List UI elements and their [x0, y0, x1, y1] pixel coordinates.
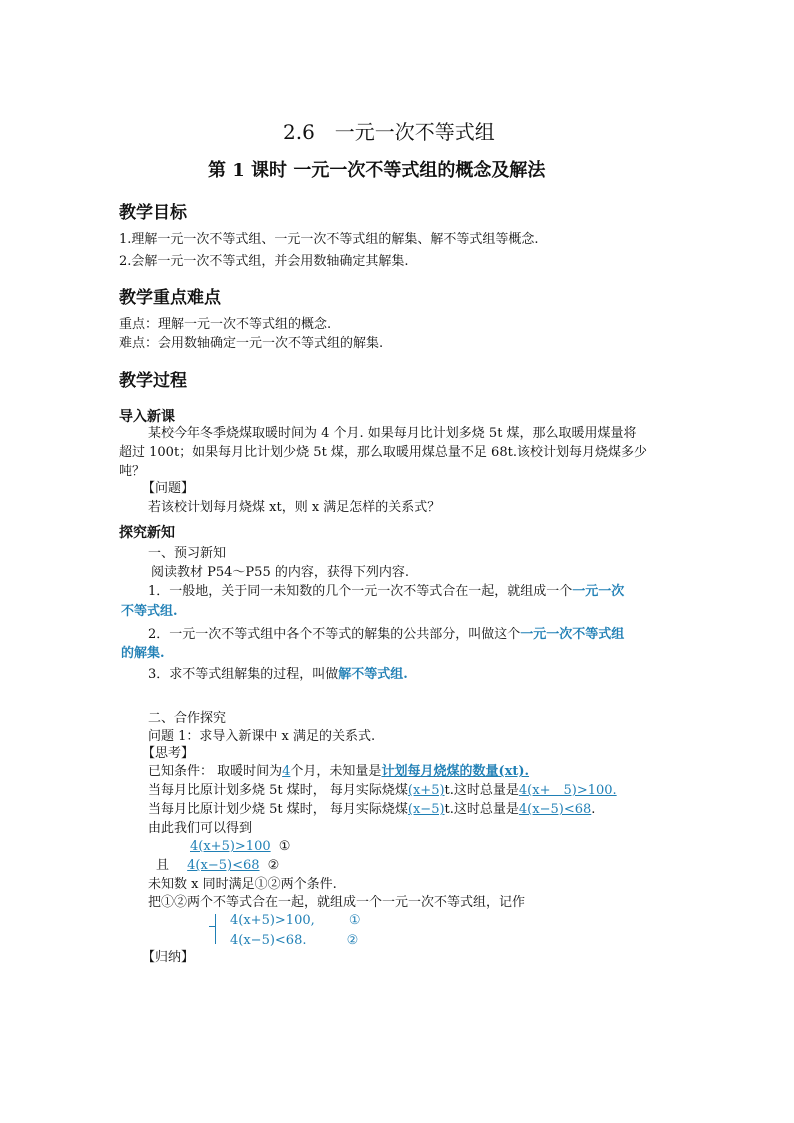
concept-2 — [148, 626, 624, 644]
system-brace — [215, 914, 224, 944]
known-conditions — [148, 763, 529, 781]
inequality-1-mark: ① — [278, 839, 291, 854]
concept-3-text: 3．求不等式组解集的过程，叫做 — [148, 667, 339, 682]
and-word: 且 — [156, 858, 170, 873]
inequality-2-expr: 4(x−5)<68 — [187, 858, 260, 873]
system-mark-2: ② — [346, 933, 359, 948]
part1-heading: 一、预习新知 — [148, 546, 227, 561]
more-text: 当每月比原计划多烧 5t 煤时， 每月实际烧煤 — [148, 783, 408, 798]
less-expr: (x−5) — [407, 802, 445, 817]
objective-item: 1.理解一元一次不等式组、一元一次不等式组的解集、解不等式组等概念. — [119, 232, 539, 247]
objective-item: 2.会解一元一次不等式组，并会用数轴确定其解集. — [119, 254, 409, 269]
intro-question: 若该校计划每月烧煤 xt，则 x 满足怎样的关系式？ — [148, 500, 441, 515]
lesson-subtitle: 第 1 课时 一元一次不等式组的概念及解法 — [208, 160, 546, 181]
intro-line: 吨？ — [119, 464, 146, 479]
intro-heading: 导入新课 — [119, 409, 175, 425]
less-coal-line — [148, 801, 595, 819]
part2-heading: 二、合作探究 — [148, 711, 227, 726]
more-expr: (x+5) — [407, 783, 445, 798]
lesson-title: 2.6 一元一次不等式组 — [283, 120, 495, 144]
inequality-1-expr: 4(x+5)>100 — [190, 839, 271, 854]
concept-3 — [148, 666, 408, 684]
objectives-heading: 教学目标 — [119, 203, 187, 223]
inequality-2 — [156, 857, 279, 875]
concept-1-answer-cont: 不等式组. — [121, 604, 178, 619]
inequality-2-mark: ② — [267, 858, 280, 873]
question-1: 问题 1：求导入新课中 x 满足的关系式. — [148, 729, 376, 744]
system-ineq-1: 4(x+5)>100, — [230, 913, 315, 928]
intro-line: 某校今年冬季烧煤取暖时间为 4 个月. 如果每月比计划多烧 5t 煤，那么取暖用煤量将 — [148, 426, 637, 441]
question-tag: 【问题】 — [142, 481, 195, 496]
inequality-1 — [190, 838, 290, 856]
concept-1-answer: 一元一次 — [572, 584, 625, 599]
known-months: 4 — [282, 764, 291, 779]
difficult-point: 难点：会用数轴确定一元一次不等式组的解集. — [119, 336, 384, 351]
less-period: . — [591, 802, 596, 817]
system-mark-1: ① — [348, 913, 361, 928]
known-text: 已知条件： 取暖时间为 — [148, 764, 283, 779]
intro-line: 超过 100t；如果每月比计划少烧 5t 煤，那么取暖用煤总量不足 68t.该校计划每月烧煤多少 — [119, 445, 647, 460]
explore-heading: 探究新知 — [119, 525, 175, 541]
concept-1 — [148, 583, 624, 601]
concept-1-text: 1．一般地，关于同一未知数的几个一元一次不等式合在一起，就组成一个 — [148, 584, 573, 599]
more-total: 4(x+ 5)>100. — [518, 783, 617, 798]
less-total: 4(x−5)<68 — [518, 802, 592, 817]
think-tag: 【思考】 — [142, 746, 195, 761]
system-ineq-2: 4(x−5)<68. — [230, 933, 307, 948]
read-instruction: 阅读教材 P54～P55 的内容，获得下列内容. — [151, 565, 409, 580]
concept-2-answer: 一元一次不等式组 — [520, 627, 625, 642]
more-coal-line — [148, 782, 617, 800]
unknown-quantity: 计划每月烧煤的数量(xt). — [381, 764, 530, 779]
system-line-1 — [230, 912, 361, 930]
more-text-2: t.这时总量是 — [444, 783, 519, 798]
keypoints-heading: 教学重点难点 — [119, 288, 221, 308]
summary-tag: 【归纳】 — [142, 950, 195, 965]
concept-2-answer-cont: 的解集. — [121, 646, 165, 661]
key-point: 重点：理解一元一次不等式组的概念. — [119, 317, 332, 332]
combine-line: 把①②两个不等式合在一起，就组成一个一元一次不等式组，记作 — [148, 895, 526, 910]
thus-line: 由此我们可以得到 — [148, 821, 253, 836]
both-conditions: 未知数 x 同时满足①②两个条件. — [148, 877, 337, 892]
system-line-2 — [230, 932, 358, 950]
concept-2-text: 2．一元一次不等式组中各个不等式的解集的公共部分，叫做这个 — [148, 627, 521, 642]
less-text: 当每月比原计划少烧 5t 煤时， 每月实际烧煤 — [148, 802, 408, 817]
concept-3-answer: 解不等式组. — [338, 667, 408, 682]
process-heading: 教学过程 — [119, 371, 187, 391]
less-text-2: t.这时总量是 — [444, 802, 519, 817]
known-text-2: 个月，未知量是 — [290, 764, 382, 779]
